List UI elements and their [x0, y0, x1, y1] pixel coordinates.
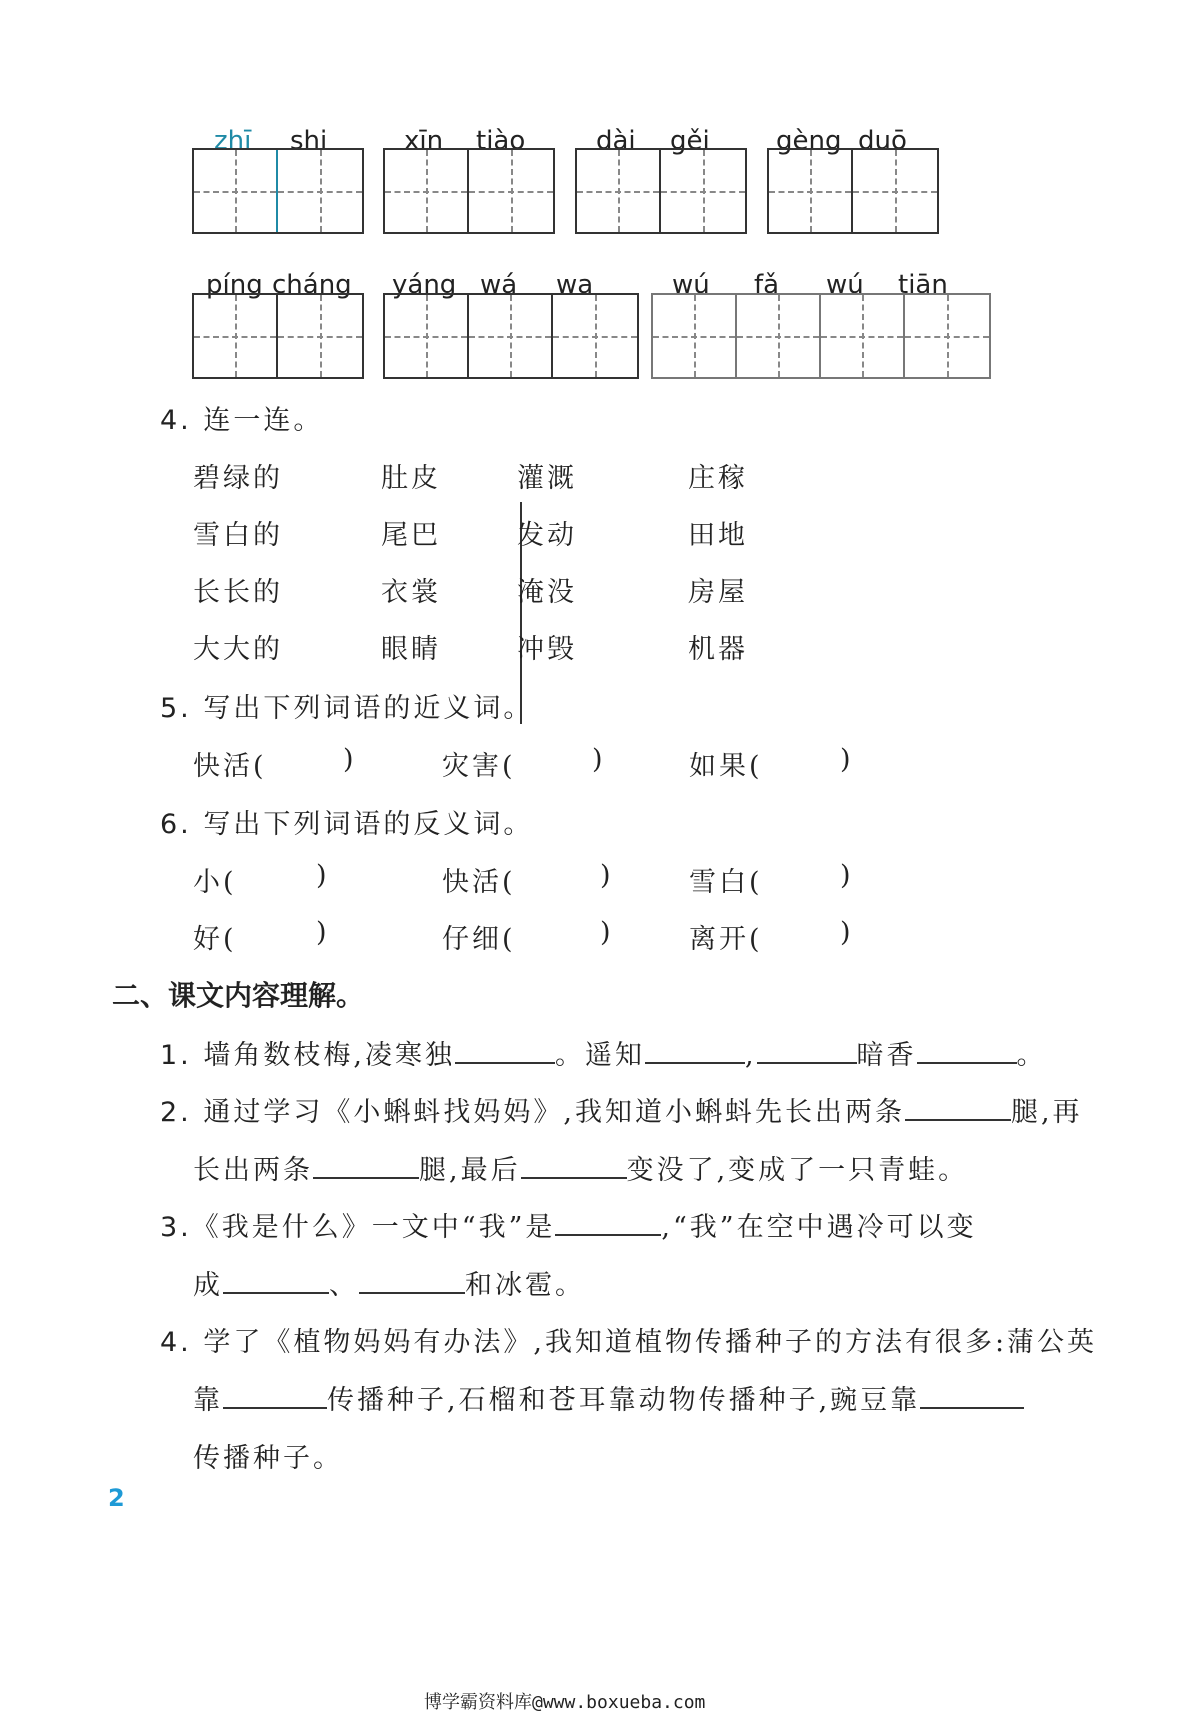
section-2-title: 二、课文内容理解。 — [112, 979, 365, 1012]
pinyin-label: yáng — [392, 270, 457, 300]
antonym-item: 快活( — [442, 867, 516, 898]
answer-blank[interactable] — [521, 1151, 627, 1179]
close-paren: ) — [316, 860, 330, 891]
s2-question-1: 1. 墙角数枝梅,凌寒独 。遥知 , 暗香 。 — [160, 1033, 1047, 1072]
close-paren: ) — [840, 917, 854, 948]
s2-question-3-line-2: 成 、 和冰雹。 — [193, 1263, 585, 1302]
pinyin-label: xīn — [404, 126, 444, 156]
answer-blank[interactable] — [455, 1036, 555, 1064]
close-paren: ) — [316, 917, 330, 948]
answer-blank[interactable] — [917, 1036, 1017, 1064]
pinyin-label: wá — [480, 270, 518, 300]
writing-grid[interactable] — [192, 148, 364, 234]
pinyin-label: duō — [858, 126, 907, 156]
match-item[interactable]: 肚皮 — [381, 463, 441, 494]
match-item[interactable]: 庄稼 — [688, 463, 748, 494]
match-item[interactable]: 长长的 — [193, 577, 283, 608]
writing-grid[interactable] — [575, 148, 747, 234]
s2-question-4-line-3: 传播种子。 — [193, 1443, 343, 1474]
antonym-item: 仔细( — [442, 924, 516, 955]
answer-blank[interactable] — [359, 1266, 465, 1294]
writing-grid[interactable] — [767, 148, 939, 234]
page-number: 2 — [108, 1484, 125, 1512]
s2-question-2-line-2: 长出两条 腿,最后 变没了,变成了一只青蛙。 — [193, 1148, 968, 1187]
answer-blank[interactable] — [555, 1208, 661, 1236]
s2-question-4: 4. 学了《植物妈妈有办法》,我知道植物传播种子的方法有很多:蒲公英 — [160, 1327, 1098, 1358]
close-paren: ) — [592, 744, 606, 775]
match-item[interactable]: 房屋 — [688, 577, 748, 608]
synonym-item: 灾害( — [442, 751, 516, 782]
antonym-item: 离开( — [689, 924, 763, 955]
writing-grid[interactable] — [192, 293, 364, 379]
pinyin-label: shi — [290, 126, 328, 156]
answer-blank[interactable] — [223, 1381, 327, 1409]
footer-watermark: 博学霸资料库@www.boxueba.com — [424, 1692, 706, 1713]
pinyin-label: wú — [672, 270, 710, 300]
question-4-title: 4. 连一连。 — [160, 405, 324, 436]
pinyin-label: dài — [596, 126, 636, 156]
pinyin-label: cháng — [272, 270, 352, 300]
writing-grid[interactable] — [651, 293, 991, 379]
match-item[interactable]: 田地 — [688, 520, 748, 551]
antonym-item: 小( — [193, 867, 237, 898]
answer-blank[interactable] — [645, 1036, 745, 1064]
match-item[interactable]: 淹没 — [517, 577, 577, 608]
answer-blank[interactable] — [905, 1093, 1011, 1121]
question-6-title: 6. 写出下列词语的反义词。 — [160, 809, 534, 840]
answer-blank[interactable] — [223, 1266, 329, 1294]
s2-question-2: 2. 通过学习《小蝌蚪找妈妈》,我知道小蝌蚪先长出两条 腿,再 — [160, 1090, 1083, 1129]
match-item[interactable]: 灌溉 — [517, 463, 577, 494]
match-item[interactable]: 发动 — [517, 520, 577, 551]
pinyin-label: zhī — [214, 126, 252, 156]
close-paren: ) — [840, 744, 854, 775]
s2-question-4-line-2: 靠 传播种子,石榴和苍耳靠动物传播种子,豌豆靠 — [193, 1378, 1024, 1417]
match-item[interactable]: 碧绿的 — [193, 463, 283, 494]
match-item[interactable]: 尾巴 — [381, 520, 441, 551]
pinyin-label: fǎ — [754, 270, 780, 300]
match-item[interactable]: 机器 — [688, 634, 748, 665]
match-item[interactable]: 冲毁 — [517, 634, 577, 665]
question-5-title: 5. 写出下列词语的近义词。 — [160, 693, 534, 724]
antonym-item: 雪白( — [689, 867, 763, 898]
close-paren: ) — [840, 860, 854, 891]
pinyin-label: wú — [826, 270, 864, 300]
writing-grid[interactable] — [383, 293, 639, 379]
antonym-item: 好( — [193, 924, 237, 955]
answer-blank[interactable] — [313, 1151, 419, 1179]
synonym-item: 快活( — [193, 751, 267, 782]
pinyin-label: tiào — [476, 126, 526, 156]
pinyin-label: wa — [556, 270, 594, 300]
close-paren: ) — [600, 917, 614, 948]
close-paren: ) — [343, 744, 357, 775]
s2-question-3: 3.《我是什么》一文中“我”是 ,“我”在空中遇冷可以变 — [160, 1205, 977, 1244]
match-item[interactable]: 眼睛 — [381, 634, 441, 665]
match-item[interactable]: 雪白的 — [193, 520, 283, 551]
pinyin-label: píng — [206, 270, 263, 300]
writing-grid[interactable] — [383, 148, 555, 234]
pinyin-label: gèng — [776, 126, 842, 156]
pinyin-label: tiān — [898, 270, 948, 300]
answer-blank[interactable] — [757, 1036, 857, 1064]
pinyin-label: gěi — [670, 126, 710, 156]
match-item[interactable]: 衣裳 — [381, 577, 441, 608]
synonym-item: 如果( — [689, 751, 763, 782]
answer-blank[interactable] — [920, 1381, 1024, 1409]
close-paren: ) — [600, 860, 614, 891]
match-item[interactable]: 大大的 — [193, 634, 283, 665]
